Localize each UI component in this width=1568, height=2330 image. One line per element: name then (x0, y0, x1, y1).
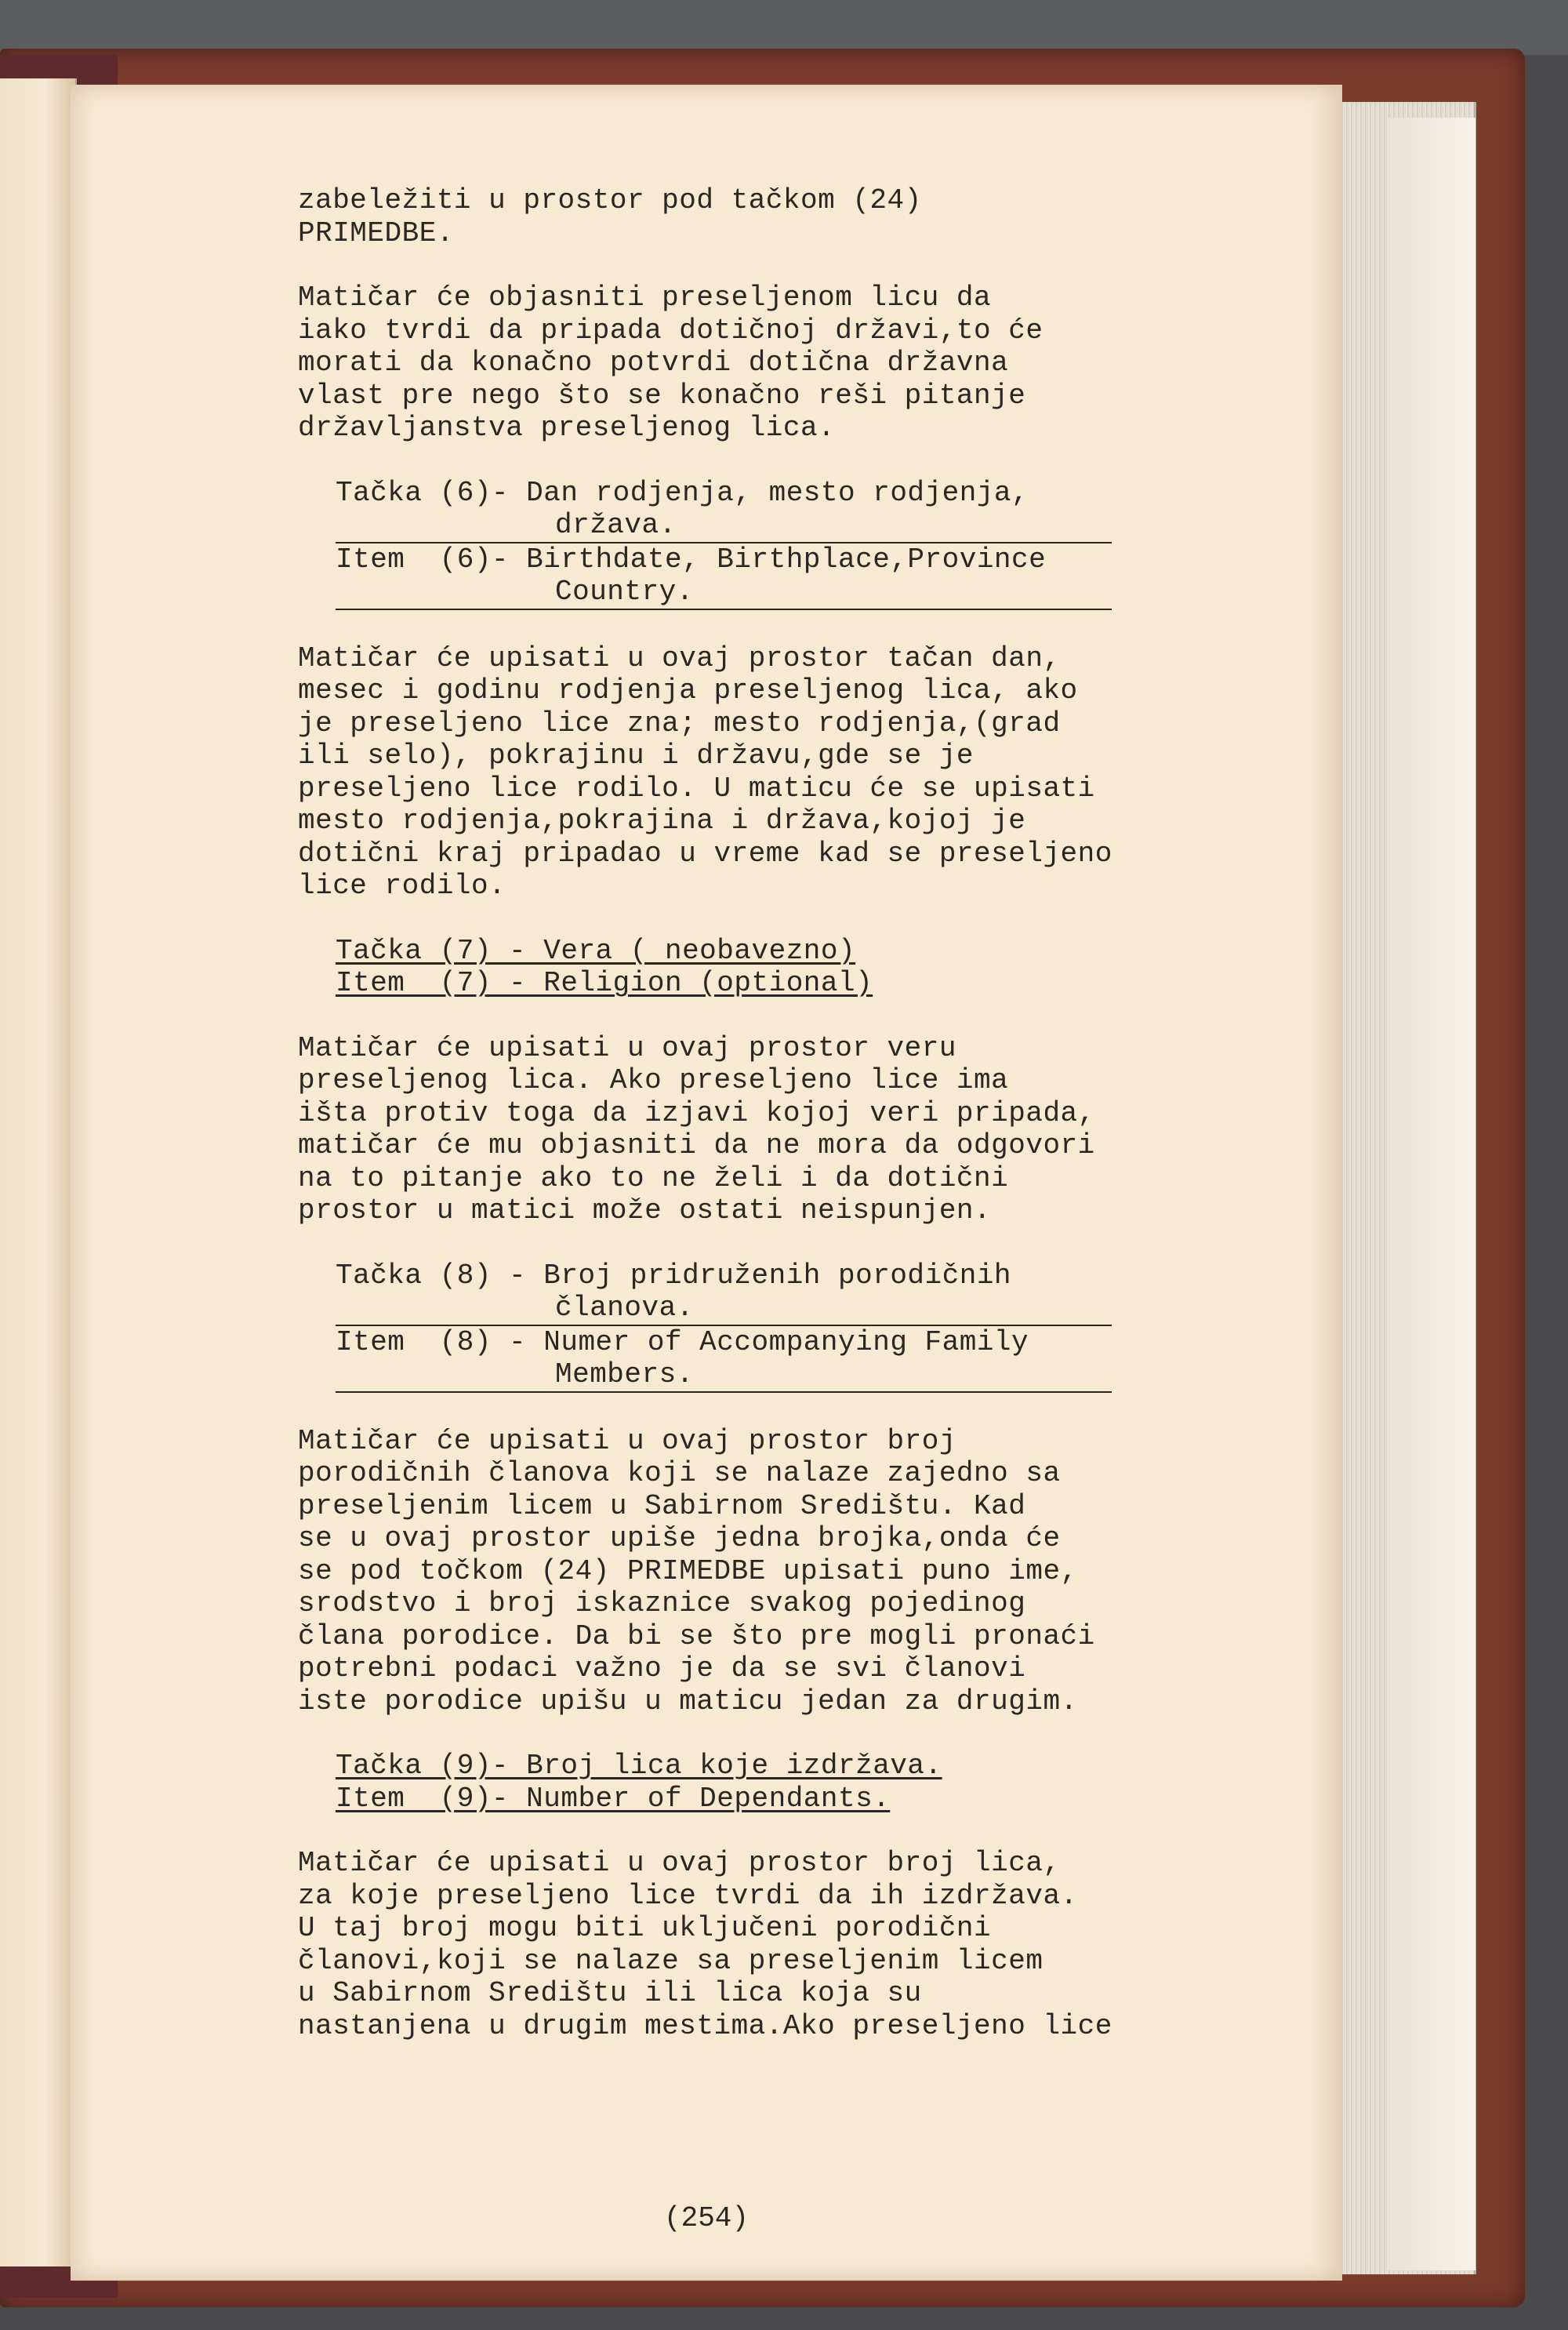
item-8-en-line1: Item (8) - Numer of Accompanying Family (336, 1325, 1029, 1358)
item-9-sr: Tačka (9)- Broj lica koje izdržava. (336, 1750, 942, 1782)
item-6-en-line2: Country. (336, 576, 1112, 610)
item-7-sr: Tačka (7) - Vera ( neobavezno) (336, 934, 856, 967)
item-8-en-line2: Members. (336, 1358, 1112, 1393)
paragraph-birth: Matičar će upisati u ovaj prostor tačan dan, mesec i godinu rodjenja preseljenog lica, ako je preseljeno lice zna; mesto rodjenja,(grad ili selo), pokrajinu i državu,gde se je preseljeno lice rodilo. U maticu će se upisati mesto rodjenja,pokrajina i država,kojoj je dotični kraj pripadao u vreme kad se preseljeno lice rodilo. (298, 642, 1112, 902)
item-7-en: Item (7) - Religion (optional) (336, 967, 873, 999)
item-8-sr-line1: Tačka (8) - Broj pridruženih porodičnih (336, 1259, 1012, 1292)
paragraph-intro: zabeležiti u prostor pod tačkom (24) PRIMEDBE. (298, 184, 922, 249)
item-8-heading (336, 1260, 1317, 1393)
item-6-sr-line2: država. (336, 509, 1112, 543)
paragraph-religion: Matičar će upisati u ovaj prostor veru preseljenog lica. Ako preseljeno lice ima išta protiv toga da izjavi kojoj veri pripada, matičar će mu objasniti da ne mora da odgovori na to pitanje ako to ne želi i da dotični prostor u matici može ostati neispunjen. (298, 1031, 1095, 1227)
paragraph-citizenship: Matičar će objasniti preseljenom licu da iako tvrdi da pripada dotičnoj državi,to će morati da konačno potvrdi dotična državna vlast pre nego što se konačno reši pitanje državljanstva preseljenog lica. (298, 282, 1044, 444)
paragraph-dependants: Matičar će upisati u ovaj prostor broj lica, za koje preseljeno lice tvrdi da ih izdržava. U taj broj mogu biti uključeni porodični članovi,koji se nalaze sa preseljenim licem u Sabirnom Središtu ili lica koja su nastanjena u drugim mestima.Ako preseljeno lice (298, 1847, 1112, 2042)
item-6-en-line1: Item (6)- Birthdate, Birthplace,Province (336, 543, 1047, 576)
item-7-heading (336, 935, 1317, 1000)
left-page-edge (0, 78, 77, 2266)
page-number: (254) (663, 2202, 750, 2234)
item-9-heading (336, 1750, 1317, 1815)
item-9-en: Item (9)- Number of Dependants. (336, 1782, 891, 1815)
item-8-sr-line2: članova. (336, 1292, 1112, 1326)
paragraph-family: Matičar će upisati u ovaj prostor broj porodičnih članova koji se nalaze zajedno sa preseljenim licem u Sabirnom Središtu. Kad se u ovaj prostor upiše jedna brojka,onda će se pod točkom (24) PRIMEDBE upisati puno ime, srodstvo i broj iskaznice svakog pojedinog člana porodice. Da bi se što pre mogli pronaći potrebni podaci važno je da se svi članovi iste porodice upišu u maticu jedan za drugim. (298, 1424, 1095, 1718)
page-text (298, 184, 1317, 2042)
item-6-heading (336, 477, 1317, 610)
page-edges-white (1388, 118, 1475, 2270)
background-top (0, 0, 1568, 55)
item-6-sr-line1: Tačka (6)- Dan rodjenja, mesto rodjenja, (336, 476, 1029, 509)
